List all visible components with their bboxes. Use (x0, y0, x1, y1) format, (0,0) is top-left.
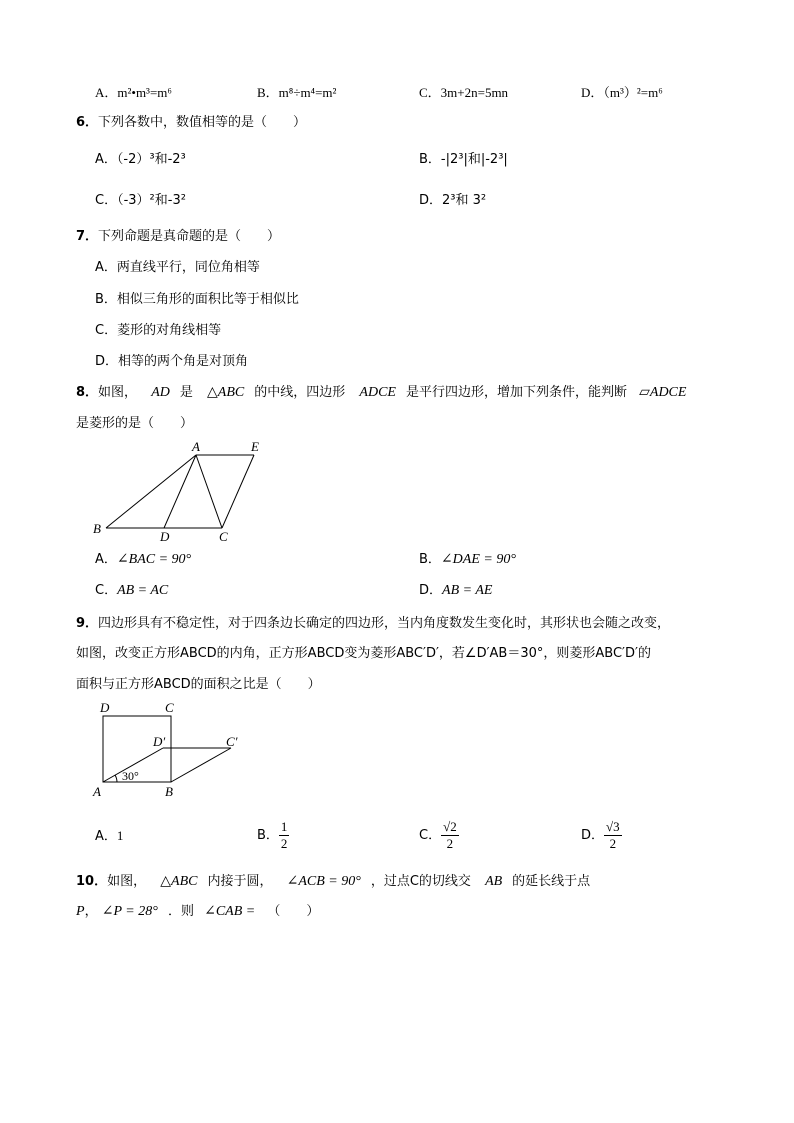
q10-number: 10． (76, 874, 108, 889)
q9-option-c-fraction (441, 819, 459, 852)
q9-angle-arc (115, 775, 117, 782)
q6-stem-line (76, 114, 306, 132)
q10-answer-bracket: （ ） (267, 904, 320, 919)
q6-stem: 下列各数中，数值相等的是（ ） (98, 115, 307, 130)
q9-option-c-numerator: √2 (443, 819, 457, 834)
q8-stem-part: 是平行四边形，增加下列条件，能判断 (405, 385, 627, 400)
q9-option-c-denominator: 2 (446, 836, 454, 851)
q10-angle-p: ∠P = 28° (101, 904, 158, 919)
q9-option-b-fraction (279, 819, 290, 852)
q7-option-a: A．两直线平行，同位角相等 (95, 260, 260, 275)
q9-option-d-label: D． (581, 828, 605, 843)
q9-label-d-prime: D′ (153, 734, 166, 749)
q8-option-a-math: ∠BAC = 90° (116, 552, 192, 567)
q8-stem-part: 的中线，四边形 (254, 385, 346, 400)
q9-option-b-numerator: 1 (280, 819, 288, 834)
q8-option-c (95, 582, 168, 600)
q6-option-a: A．（-2）³和-2³ (95, 152, 186, 167)
q7-option-b: B．相似三角形的面积比等于相似比 (95, 292, 299, 307)
q10-stem-part: 的延长线于点 (512, 874, 591, 889)
q5-option-c: C．3m+2n=5mn (419, 85, 509, 100)
q8-label-c: C (219, 529, 228, 544)
q7-option-d: D．相等的两个角是对顶角 (95, 354, 249, 369)
q9-option-d-fraction (604, 819, 622, 852)
q8-segment-ad: AD (151, 385, 170, 400)
q9-label-a: A (93, 784, 101, 799)
q9-option-b-denominator: 2 (280, 836, 288, 851)
q8-line-ec (222, 455, 254, 528)
q8-stem-line2: 是菱形的是（ ） (76, 416, 194, 431)
q7-stem-line (76, 228, 280, 246)
q6-option-c: C．（-3）²和-3² (95, 193, 186, 208)
q8-number: 8． (76, 385, 99, 400)
q9-label-angle: 30° (122, 769, 139, 783)
q9-figure (90, 700, 250, 802)
q9-label-c: C (165, 700, 174, 715)
q8-stem-part: 是 (179, 385, 193, 400)
q9-option-a-value: 1 (116, 828, 124, 843)
q8-stem-line1 (76, 384, 686, 402)
q8-label-b: B (93, 521, 101, 536)
q5-option-b: B．m⁸÷m⁴=m² (257, 85, 337, 100)
q9-option-d-denominator: 2 (609, 836, 617, 851)
q8-option-d (419, 582, 492, 600)
q9-stem-line1 (76, 615, 670, 633)
q7-option-c: C．菱形的对角线相等 (95, 323, 222, 338)
q9-option-b (257, 818, 289, 854)
q8-parallelogram-adce: ▱ADCE (639, 385, 687, 400)
q10-stem-part: ， (84, 904, 98, 919)
q10-triangle-abc: △ABC (160, 874, 198, 889)
q8-figure (90, 437, 270, 547)
q8-line-ac (196, 455, 222, 528)
q9-label-b: B (165, 784, 173, 799)
q8-option-c-label: C． (95, 583, 118, 598)
q10-stem-line1 (76, 873, 590, 891)
q8-label-d: D (160, 529, 170, 544)
q8-option-d-label: D． (419, 583, 443, 598)
q10-stem-part: 内接于圆， (207, 874, 273, 889)
q9-option-d-numerator: √3 (606, 819, 620, 834)
q9-option-c-label: C． (419, 828, 442, 843)
q5-option-a: A．m²•m³=m⁶ (95, 85, 172, 100)
q9-label-d: D (100, 700, 110, 715)
q8-quad-adce: ADCE (359, 385, 396, 400)
q8-option-d-math: AB = AE (442, 583, 493, 598)
q10-stem-part: ．则 (167, 904, 194, 919)
q8-line-ad (164, 455, 196, 528)
q7-number: 7． (76, 229, 99, 244)
q10-angle-cab: ∠CAB = (204, 904, 256, 919)
q8-option-b-math: ∠DAE = 90° (440, 552, 516, 567)
q10-angle-acb: ∠ACB = 90° (286, 874, 361, 889)
q10-stem-line2 (76, 903, 319, 921)
q10-stem-part: 如图， (107, 874, 147, 889)
q9-option-d (581, 818, 622, 854)
q8-line-ba (106, 455, 196, 528)
q8-label-e: E (251, 439, 259, 454)
q6-number: 6． (76, 115, 99, 130)
q10-point-p: P (76, 904, 85, 919)
q9-number: 9． (76, 616, 99, 631)
q9-line1: 四边形具有不稳定性，对于四条边长确定的四边形，当内角度数发生变化时，其形状也会随之改变， (98, 616, 671, 631)
q9-stem-line2: 如图，改变正方形ABCD的内角，正方形ABCD变为菱形ABC′D′，若∠D′AB＝30°，则菱形ABC′D′的 (76, 646, 651, 661)
q8-stem-part: 如图， (98, 385, 138, 400)
q9-label-c-prime: C′ (226, 734, 238, 749)
q8-option-b-label: B． (419, 552, 441, 567)
q8-triangle-abc: △ABC (207, 385, 245, 400)
q9-option-a-label: A． (95, 829, 117, 844)
q9-option-b-label: B． (257, 828, 279, 843)
q9-option-a (95, 827, 123, 846)
q6-option-d: D．2³和 3² (419, 193, 487, 208)
q8-option-a-label: A． (95, 552, 117, 567)
q10-stem-part: ，过点C的切线交 (370, 874, 471, 889)
q9-stem-line3: 面积与正方形ABCD的面积之比是（ ） (76, 677, 321, 692)
q5-option-d: D．（m³）²=m⁶ (581, 85, 663, 100)
q8-option-a (95, 551, 191, 569)
q10-segment-ab: AB (485, 874, 503, 889)
q9-option-c (419, 818, 459, 854)
q6-option-b: B．-|2³|和|-2³| (419, 152, 508, 167)
q7-stem: 下列命题是真命题的是（ ） (98, 229, 281, 244)
q8-option-b (419, 551, 516, 569)
q9-line-c1b (171, 748, 231, 782)
q8-label-a: A (192, 439, 200, 454)
q8-option-c-math: AB = AC (117, 583, 169, 598)
